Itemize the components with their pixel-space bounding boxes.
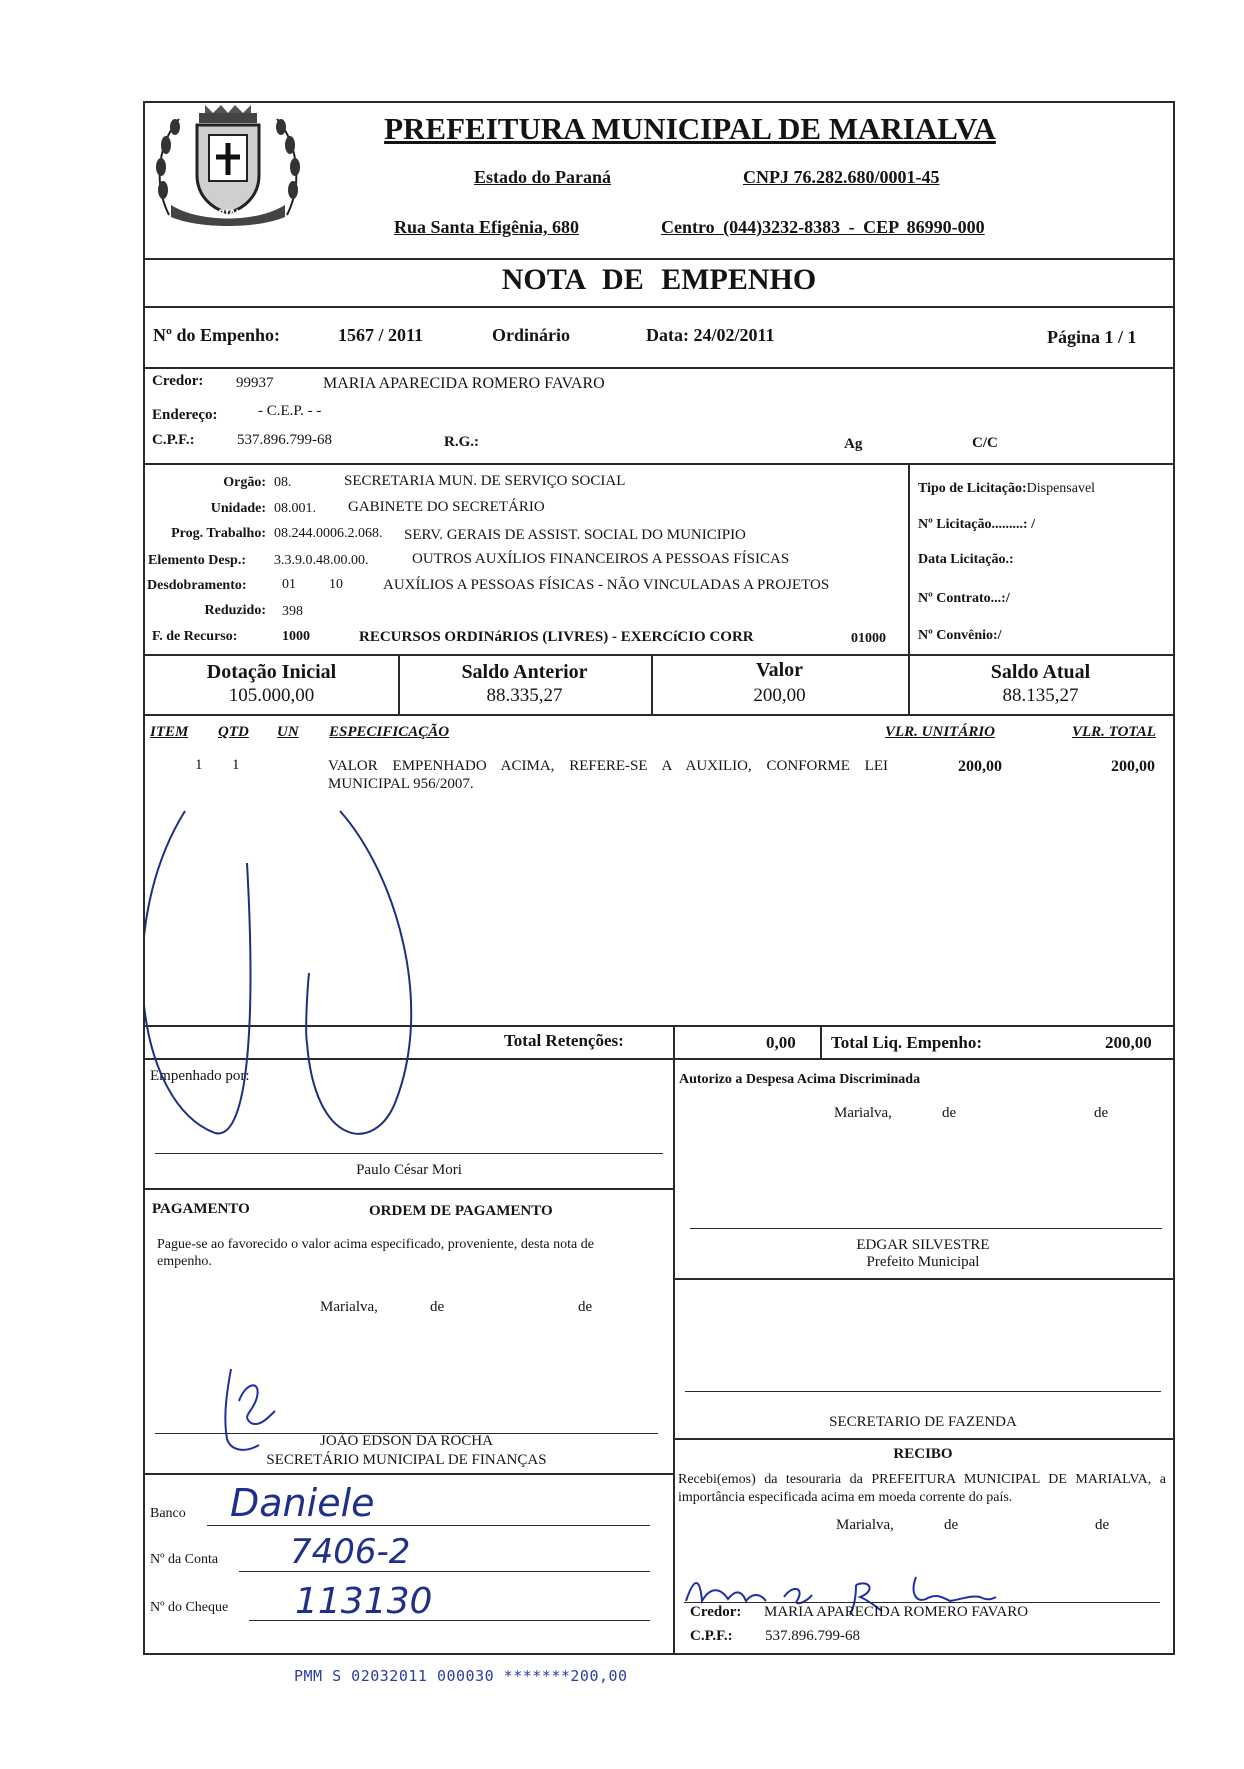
institution-title: PREFEITURA MUNICIPAL DE MARIALVA xyxy=(384,111,996,146)
document-title: NOTA DE EMPENHO xyxy=(501,263,817,296)
item-vlr-total: 200,00 xyxy=(1111,758,1155,775)
recibo-text: Recebi(emos) da tesouraria da PREFEITURA MUNICIPAL DE MARIALVA, a importância especificada acima em moeda corrente do país. xyxy=(678,1472,1166,1505)
pagamento-de-2: de xyxy=(578,1299,593,1315)
unidade-name: GABINETE DO SECRETÁRIO xyxy=(348,499,545,515)
numero-contrato: Nº Contrato...:/ xyxy=(918,591,1010,606)
endereco-label: Endereço: xyxy=(152,407,218,423)
reduzido-label: Reduzido: xyxy=(204,603,266,618)
credor-name: MARIA APARECIDA ROMERO FAVARO xyxy=(323,375,605,392)
empenhado-por-name: Paulo César Mori xyxy=(356,1162,462,1178)
dotacao-inicial-label: Dotação Inicial xyxy=(206,661,337,683)
pagamento-de-1: de xyxy=(430,1299,445,1315)
street-address: Rua Santa Efigênia, 680 xyxy=(394,217,580,237)
elemento-desp-name: OUTROS AUXÍLIOS FINANCEIROS A PESSOAS FÍSICAS xyxy=(412,551,790,567)
desdobramento-code-2: 10 xyxy=(329,577,343,592)
nota-de-empenho-form xyxy=(143,101,1175,1655)
fonte-recurso-code: 1000 xyxy=(282,629,310,644)
prefeito-name: EDGAR SILVESTRE xyxy=(856,1237,990,1253)
valor-label: Valor xyxy=(755,659,804,681)
unidade-label: Unidade: xyxy=(210,501,266,516)
recibo-de-2: de xyxy=(1095,1517,1110,1533)
reduzido-value: 398 xyxy=(282,604,303,619)
pen-circle-marks xyxy=(145,803,585,1243)
autorizo-place: Marialva, xyxy=(834,1105,892,1121)
unidade-code: 08.001. xyxy=(274,501,316,516)
numero-licitacao: Nº Licitação.........: / xyxy=(918,517,1035,532)
saldo-atual-label: Saldo Atual xyxy=(990,661,1091,683)
numero-conta-label: Nº da Conta xyxy=(150,1552,219,1567)
page-indicator: Página 1 / 1 xyxy=(1047,327,1137,347)
total-liquido-label: Total Liq. Empenho: xyxy=(831,1033,982,1052)
municipal-seal xyxy=(149,105,307,229)
autorizo-de-2: de xyxy=(1094,1105,1109,1121)
fonte-recurso-label: F. de Recurso: xyxy=(152,629,238,644)
prog-trabalho-name: SERV. GERAIS DE ASSIST. SOCIAL DO MUNICIPIO xyxy=(404,527,746,543)
saldo-atual-value: 88.135,27 xyxy=(1002,685,1079,706)
recibo-cpf-label: C.P.F.: xyxy=(690,1628,733,1644)
cpf-label: C.P.F.: xyxy=(152,432,195,448)
desdobramento-label: Desdobramento: xyxy=(147,578,247,593)
recibo-cpf-value: 537.896.799-68 xyxy=(765,1628,860,1644)
col-qtd: QTD xyxy=(218,724,249,740)
desdobramento-name: AUXÍLIOS A PESSOAS FÍSICAS - NÃO VINCULADAS A PROJETOS xyxy=(383,577,830,593)
recibo-credor-name: MARIA APARECIDA ROMERO FAVARO xyxy=(764,1604,1029,1620)
financas-signer-name: JOÃO EDSON DA ROCHA xyxy=(320,1433,493,1449)
cnpj: CNPJ 76.282.680/0001-45 xyxy=(743,167,940,187)
banco-label: Banco xyxy=(150,1506,186,1521)
item-qtd: 1 xyxy=(232,757,240,773)
valor-value: 200,00 xyxy=(753,685,806,706)
col-item: ITEM xyxy=(150,724,189,740)
numero-convenio: Nº Convênio:/ xyxy=(918,628,1002,643)
total-liquido-value: 200,00 xyxy=(1105,1033,1152,1052)
orgao-code: 08. xyxy=(274,475,292,490)
cpf-value: 537.896.799-68 xyxy=(237,432,332,448)
rg-label: R.G.: xyxy=(444,434,479,450)
prog-trabalho-code: 08.244.0006.2.068. xyxy=(274,526,383,541)
data-licitacao: Data Licitação.: xyxy=(918,552,1014,567)
empenho-number-label: Nº do Empenho: xyxy=(153,325,280,345)
item-number: 1 xyxy=(195,757,203,773)
saldo-anterior-value: 88.335,27 xyxy=(486,685,563,706)
col-vlr-unitario: VLR. UNITÁRIO xyxy=(885,724,996,740)
prog-trabalho-label: Prog. Trabalho: xyxy=(171,526,266,541)
pagamento-title: PAGAMENTO xyxy=(152,1201,250,1217)
col-un: UN xyxy=(277,724,299,740)
saldo-anterior-label: Saldo Anterior xyxy=(461,661,588,683)
orgao-name: SECRETARIA MUN. DE SERVIÇO SOCIAL xyxy=(344,473,626,489)
credor-label: Credor: xyxy=(152,373,204,389)
prefeito-role: Prefeito Municipal xyxy=(866,1254,980,1270)
empenho-date: Data: 24/02/2011 xyxy=(646,325,775,345)
recibo-place: Marialva, xyxy=(836,1517,894,1533)
empenho-type: Ordinário xyxy=(492,325,571,345)
item-especificacao: VALOR EMPENHADO ACIMA, REFERE-SE A AUXILIO, CONFORME LEI MUNICIPAL 956/2007. xyxy=(328,758,888,792)
tipo-licitacao-label-text: Tipo de Licitação: xyxy=(918,481,1027,496)
fonte-recurso-code-2: 01000 xyxy=(851,631,886,646)
col-especificacao: ESPECIFICAÇÃO xyxy=(329,724,450,740)
total-retencoes-value: 0,00 xyxy=(766,1033,796,1052)
endereco-value: - C.E.P. - - xyxy=(258,403,322,419)
empenhado-por-label: Empenhado por: xyxy=(150,1068,250,1084)
recibo-credor-label: Credor: xyxy=(690,1604,742,1620)
orgao-label: Orgão: xyxy=(223,475,266,490)
elemento-desp-code: 3.3.9.0.48.00.00. xyxy=(274,553,369,568)
state-name: Estado do Paraná xyxy=(474,167,612,187)
recibo-title: RECIBO xyxy=(893,1446,953,1462)
conta-corrente-label: C/C xyxy=(972,435,998,451)
elemento-desp-label: Elemento Desp.: xyxy=(148,553,246,568)
conta-handwritten: 7406-2 xyxy=(290,1532,411,1572)
item-vlr-unitario: 200,00 xyxy=(958,758,1002,775)
dotacao-inicial-value: 105.000,00 xyxy=(228,685,315,706)
tipo-licitacao-label xyxy=(918,481,1095,497)
autorizo-de-1: de xyxy=(942,1105,957,1121)
financas-signer-role: SECRETÁRIO MUNICIPAL DE FINANÇAS xyxy=(266,1452,547,1468)
address-contact: Centro (044)3232-8383 - CEP 86990-000 xyxy=(661,217,985,237)
cheque-handwritten: 113130 xyxy=(295,1581,433,1622)
autorizo-title: Autorizo a Despesa Acima Discriminada xyxy=(679,1072,921,1087)
pagamento-text: Pague-se ao favorecido o valor acima especificado, proveniente, desta nota de empenho. xyxy=(157,1237,594,1269)
numero-cheque-label: Nº do Cheque xyxy=(150,1600,229,1615)
payment-stamp: PMM S 02032011 000030 *******200,00 xyxy=(294,1667,628,1685)
seal-ribbon-text: MARIALVA xyxy=(202,209,254,219)
fonte-recurso-name: RECURSOS ORDINáRIOS (LIVRES) - EXERCíCIO CORR xyxy=(359,629,754,645)
desdobramento-code-1: 01 xyxy=(282,577,296,592)
ordem-pagamento-title: ORDEM DE PAGAMENTO xyxy=(369,1203,553,1219)
secretario-fazenda-role: SECRETARIO DE FAZENDA xyxy=(829,1414,1017,1430)
credor-code: 99937 xyxy=(236,375,274,391)
recibo-de-1: de xyxy=(944,1517,959,1533)
agencia-label: Ag xyxy=(844,436,863,452)
empenho-number: 1567 / 2011 xyxy=(338,325,424,345)
tipo-licitacao-value: Dispensavel xyxy=(1026,481,1096,496)
banco-handwritten: Daniele xyxy=(230,1481,375,1525)
pagamento-place: Marialva, xyxy=(320,1299,378,1315)
col-vlr-total: VLR. TOTAL xyxy=(1072,724,1156,740)
total-retencoes-label: Total Retenções: xyxy=(504,1031,624,1050)
